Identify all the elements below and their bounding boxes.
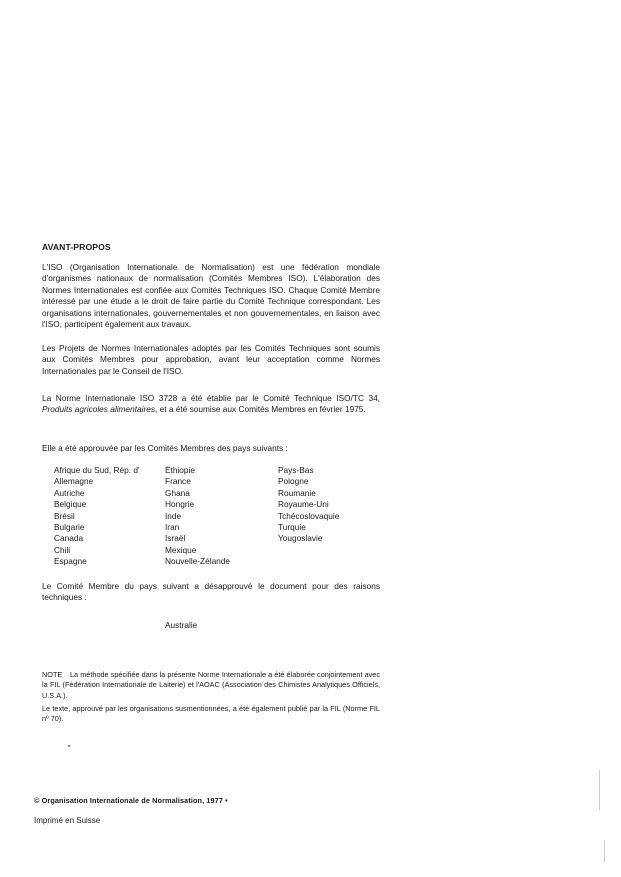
countries-column-3 xyxy=(278,465,398,568)
iso-description-paragraph: L'ISO (Organisation Internationale de Normalisation) est une fédération mondiale d'organismes nationaux de normalisation (Comités Membres ISO). L'élaboration des Normes Internationales est confiée aux Comités Techniques ISO. Chaque Comité Membre intéressé par une étude a le droit de faire partie du Comité Technique correspondant. Les organisations internationales, gouvernementales et non gouvernementales, en liaison avec l'ISO, participent également aux travaux. xyxy=(42,262,380,330)
note-text: La méthode spécifiée dans la présente Norme Internationale a été élaborée conjointement avec la FIL (Fédération Internationale de Laiterie) et l'AOAC (Association des Chimistes Analytiques Officiels, U.S.A.). xyxy=(42,670,380,700)
country-item: Ghana xyxy=(165,487,190,498)
country-item: Afrique du Sud, Rép. d' xyxy=(54,465,140,475)
country-item: Éthiopie xyxy=(165,465,195,475)
country-item: Bulgarie xyxy=(54,522,85,533)
country-item: Iran xyxy=(165,522,180,533)
country-item: Belgique xyxy=(54,499,87,510)
country-item: Chili xyxy=(54,544,71,555)
approval-process-paragraph: Les Projets de Normes Internationales adoptés par les Comités Techniques sont soumis aux Comités Membres pour approbation, avant leur acceptation comme Normes Internationales par le Conseil de l'ISO. xyxy=(42,343,380,376)
country-item: Autriche xyxy=(54,487,85,498)
copyright-notice: © Organisation Internationale de Normalisation, 1977 • xyxy=(34,796,228,805)
standard-origin-text-start: La Norme Internationale ISO 3728 a été établie par le Comité Technique ISO/TC 34, xyxy=(42,393,380,403)
approval-intro-paragraph: Elle a été approuvée par les Comités Membres des pays suivants : xyxy=(42,443,288,453)
standard-origin-paragraph xyxy=(42,393,380,416)
countries-column-1 xyxy=(54,465,165,568)
country-item: Mexique xyxy=(165,544,197,555)
country-item: Turquie xyxy=(278,522,306,533)
country-item: Canada xyxy=(54,533,84,544)
country-item: Israël xyxy=(165,533,186,544)
scan-artifact-line xyxy=(599,770,600,810)
country-item: France xyxy=(165,476,191,487)
country-item: Inde xyxy=(165,510,182,521)
country-item: Tchécoslovaquie xyxy=(278,510,340,521)
committee-title: Produits agricoles alimentaires xyxy=(42,404,155,415)
disapproving-country: Australie xyxy=(165,620,198,630)
country-item: Pays-Bas xyxy=(278,465,314,475)
printed-in-notice: Imprimé en Suisse xyxy=(34,816,101,825)
country-item: Yougoslavie xyxy=(278,533,323,544)
foreword-heading: AVANT-PROPOS xyxy=(42,242,111,252)
country-item: Roumanie xyxy=(278,487,316,498)
country-item: Pologne xyxy=(278,476,309,487)
standard-origin-text-end: , et a été soumise aux Comités Membres en février 1975. xyxy=(154,404,366,415)
approving-countries-list xyxy=(54,465,398,568)
note-label: NOTE xyxy=(42,670,63,679)
country-item: Hongrie xyxy=(165,499,195,510)
note-publication-paragraph: Le texte, approuvé par les organisations susmentionnées, a été également publié par la FIL (Norme FIL nº 70). xyxy=(42,704,380,724)
country-item: Nouvelle-Zélande xyxy=(165,556,231,567)
country-item: Royaume-Uni xyxy=(278,499,329,510)
countries-column-2 xyxy=(165,465,278,568)
note-paragraph xyxy=(42,670,380,701)
scan-artifact-line xyxy=(604,840,605,862)
disapproval-paragraph: Le Comité Membre du pays suivant a désapprouvé le document pour des raisons techniques : xyxy=(42,581,380,603)
country-item: Brésil xyxy=(54,510,75,521)
country-item: Allemagne xyxy=(54,476,94,487)
scan-mark xyxy=(68,745,70,747)
country-item: Espagne xyxy=(54,556,87,567)
